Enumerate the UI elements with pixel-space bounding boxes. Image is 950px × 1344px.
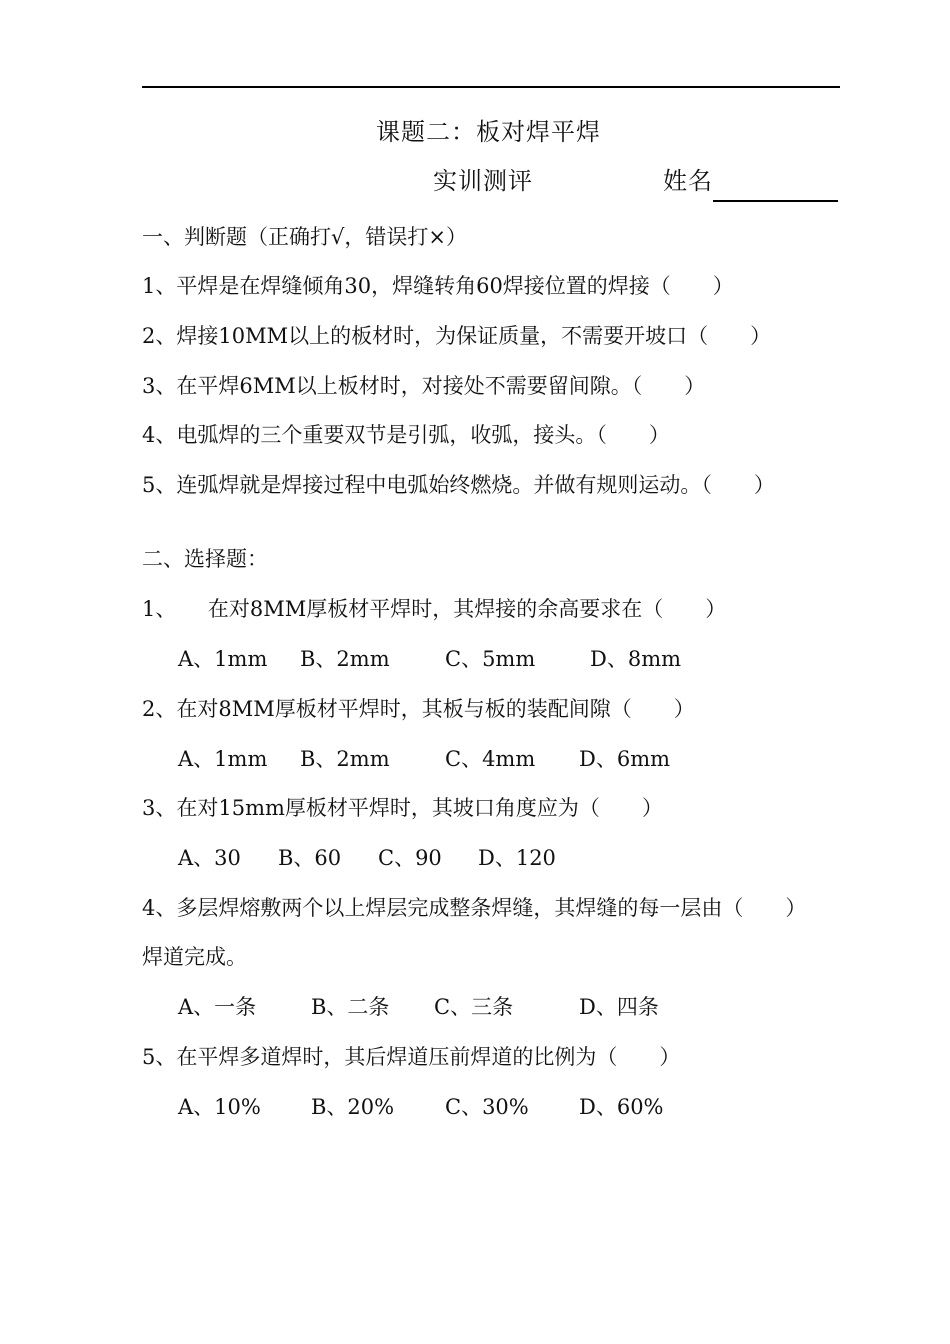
- choice-option: D、四条: [579, 995, 659, 1019]
- choice-option: C、30%: [445, 1095, 529, 1119]
- choice-option: A、30: [178, 846, 241, 870]
- choice-option: C、三条: [434, 995, 514, 1019]
- choice-option: A、10%: [178, 1095, 261, 1119]
- judgement-item: 5、连弧焊就是焊接过程中电弧始终燃烧。并做有规则运动。（ ）: [142, 473, 775, 497]
- choice-option: C、90: [378, 846, 442, 870]
- judgement-item: 4、电弧焊的三个重要双节是引弧，收弧，接头。（ ）: [142, 423, 670, 447]
- judgement-item: 2、焊接10MM以上的板材时，为保证质量，不需要开坡口（ ）: [142, 324, 772, 348]
- choice-option: A、一条: [178, 995, 257, 1019]
- choice-option: D、120: [478, 846, 556, 870]
- page-subtitle: 实训测评: [433, 167, 533, 195]
- choice-option: B、20%: [311, 1095, 395, 1119]
- name-label: 姓名: [663, 167, 713, 195]
- choice-option: A、1mm: [178, 747, 268, 771]
- choice-option: D、6mm: [579, 747, 671, 771]
- choice-question: 3、在对15mm厚板材平焊时，其坡口角度应为（ ）: [142, 796, 663, 820]
- section-heading-judgement: 一、判断题（正确打√，错误打×）: [142, 225, 467, 249]
- choice-question: 4、多层焊熔敷两个以上焊层完成整条焊缝，其焊缝的每一层由（ ）: [142, 896, 807, 920]
- choice-option: A、1mm: [178, 647, 268, 671]
- choice-question: 2、在对8MM厚板材平焊时，其板与板的装配间隙（ ）: [142, 697, 695, 721]
- choice-option: B、2mm: [300, 647, 390, 671]
- choice-option: C、5mm: [445, 647, 536, 671]
- judgement-item: 1、平焊是在焊缝倾角30，焊缝转角60焊接位置的焊接（ ）: [142, 274, 734, 298]
- choice-question-continuation: 焊道完成。: [142, 945, 247, 969]
- top-rule: [142, 86, 840, 88]
- choice-option: B、二条: [311, 995, 390, 1019]
- choice-question: 5、在平焊多道焊时，其后焊道压前焊道的比例为（ ）: [142, 1045, 681, 1069]
- choice-option: B、60: [278, 846, 342, 870]
- page-title: 课题二：板对焊平焊: [376, 118, 601, 146]
- name-blank[interactable]: [713, 200, 838, 202]
- choice-question: 1、 在对8MM厚板材平焊时，其焊接的余高要求在（ ）: [142, 597, 727, 621]
- section-heading-choice: 二、选择题：: [142, 547, 268, 571]
- judgement-item: 3、在平焊6MM以上板材时，对接处不需要留间隙。（ ）: [142, 374, 706, 398]
- choice-option: D、8mm: [590, 647, 682, 671]
- choice-option: C、4mm: [445, 747, 536, 771]
- choice-option: B、2mm: [300, 747, 390, 771]
- choice-option: D、60%: [579, 1095, 664, 1119]
